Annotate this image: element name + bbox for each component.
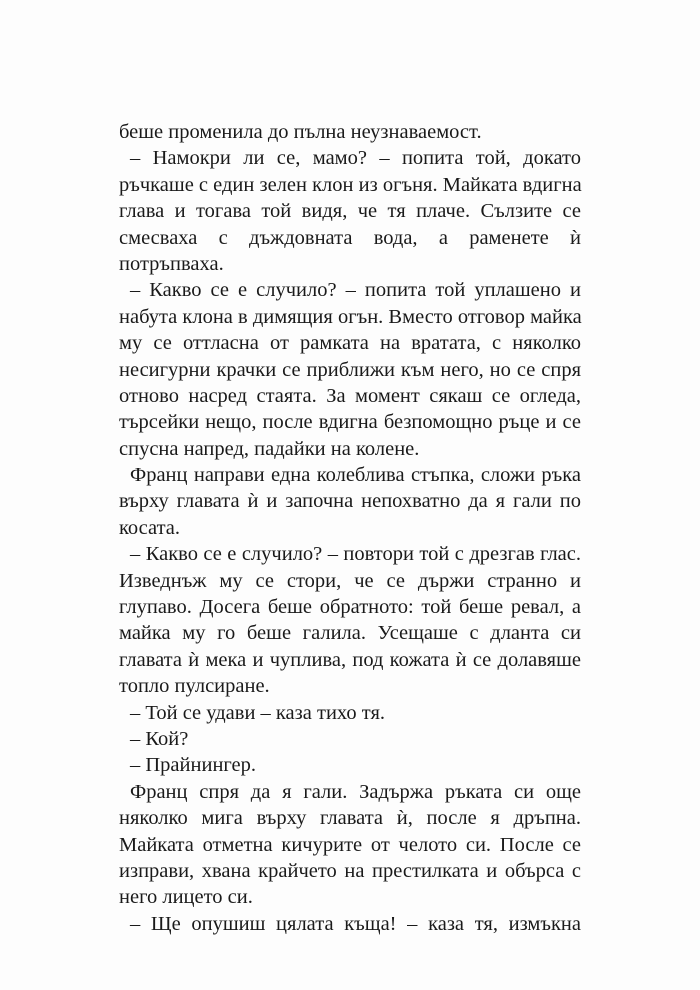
text-line: върху главата ѝ и започна непохватно да я гали по <box>119 490 581 513</box>
text-line: му се оттласна от рамката на вратата, с няколко <box>119 332 581 355</box>
text-line: – Кой? <box>130 727 189 750</box>
text-line: Франц спря да я гали. Задържа ръката си още <box>130 780 581 803</box>
text-line: няколко мига върху главата ѝ, после я дръпна. <box>119 807 581 830</box>
text-line: търсейки нещо, после вдигна безпомощно ръце и се <box>119 411 581 434</box>
text-line: топло пулсиране. <box>119 675 270 698</box>
text-line: главата ѝ мека и чуплива, под кожата ѝ се долавяше <box>119 648 581 671</box>
text-line: – Прайнингер. <box>130 754 257 777</box>
text-line: – Какво се е случило? – повтори той с дрезгав глас. <box>130 543 581 566</box>
text-line: набута клона в димящия огън. Вместо отговор майка <box>119 305 582 328</box>
text-line: – Той се удави – каза тихо тя. <box>130 701 385 724</box>
text-line: Изведнъж му се стори, че се държи странно и <box>119 569 581 592</box>
text-line: – Ще опушиш цялата къща! – каза тя, измъкна <box>130 912 581 935</box>
text-line: майка му го беше галила. Усещаше с дланта си <box>119 622 581 645</box>
page-body-text <box>119 119 581 937</box>
text-line: Майката отметна кичурите от челото си. После се <box>119 833 581 856</box>
text-line: глупаво. Досега беше обратното: той беше ревал, а <box>119 596 581 619</box>
text-line: Франц направи една колеблива стъпка, сложи ръка <box>130 464 581 487</box>
text-line: глава и тогава той видя, че тя плаче. Сълзите се <box>119 200 581 223</box>
text-line: изправи, хвана крайчето на престилката и обърса с <box>119 859 581 882</box>
text-line: беше променила до пълна неузнаваемост. <box>119 121 482 143</box>
text-line: отново насред стаята. За момент сякаш се огледа, <box>119 384 581 407</box>
text-line: – Намокри ли се, мамо? – попита той, докато <box>130 147 581 170</box>
text-line: косата. <box>119 516 181 539</box>
text-line: него лицето си. <box>119 886 253 909</box>
text-line: несигурни крачки се приближи към него, но се спря <box>119 358 581 381</box>
text-line: ръчкаше с един зелен клон из огъня. Майката вдигна <box>119 173 582 196</box>
text-line: смесваха с дъждовната вода, а раменете ѝ <box>119 226 581 249</box>
text-line: спусна напред, падайки на колене. <box>119 437 420 460</box>
text-line: – Какво се е случило? – попита той уплашено и <box>130 279 581 302</box>
text-line: потръпваха. <box>119 252 224 275</box>
